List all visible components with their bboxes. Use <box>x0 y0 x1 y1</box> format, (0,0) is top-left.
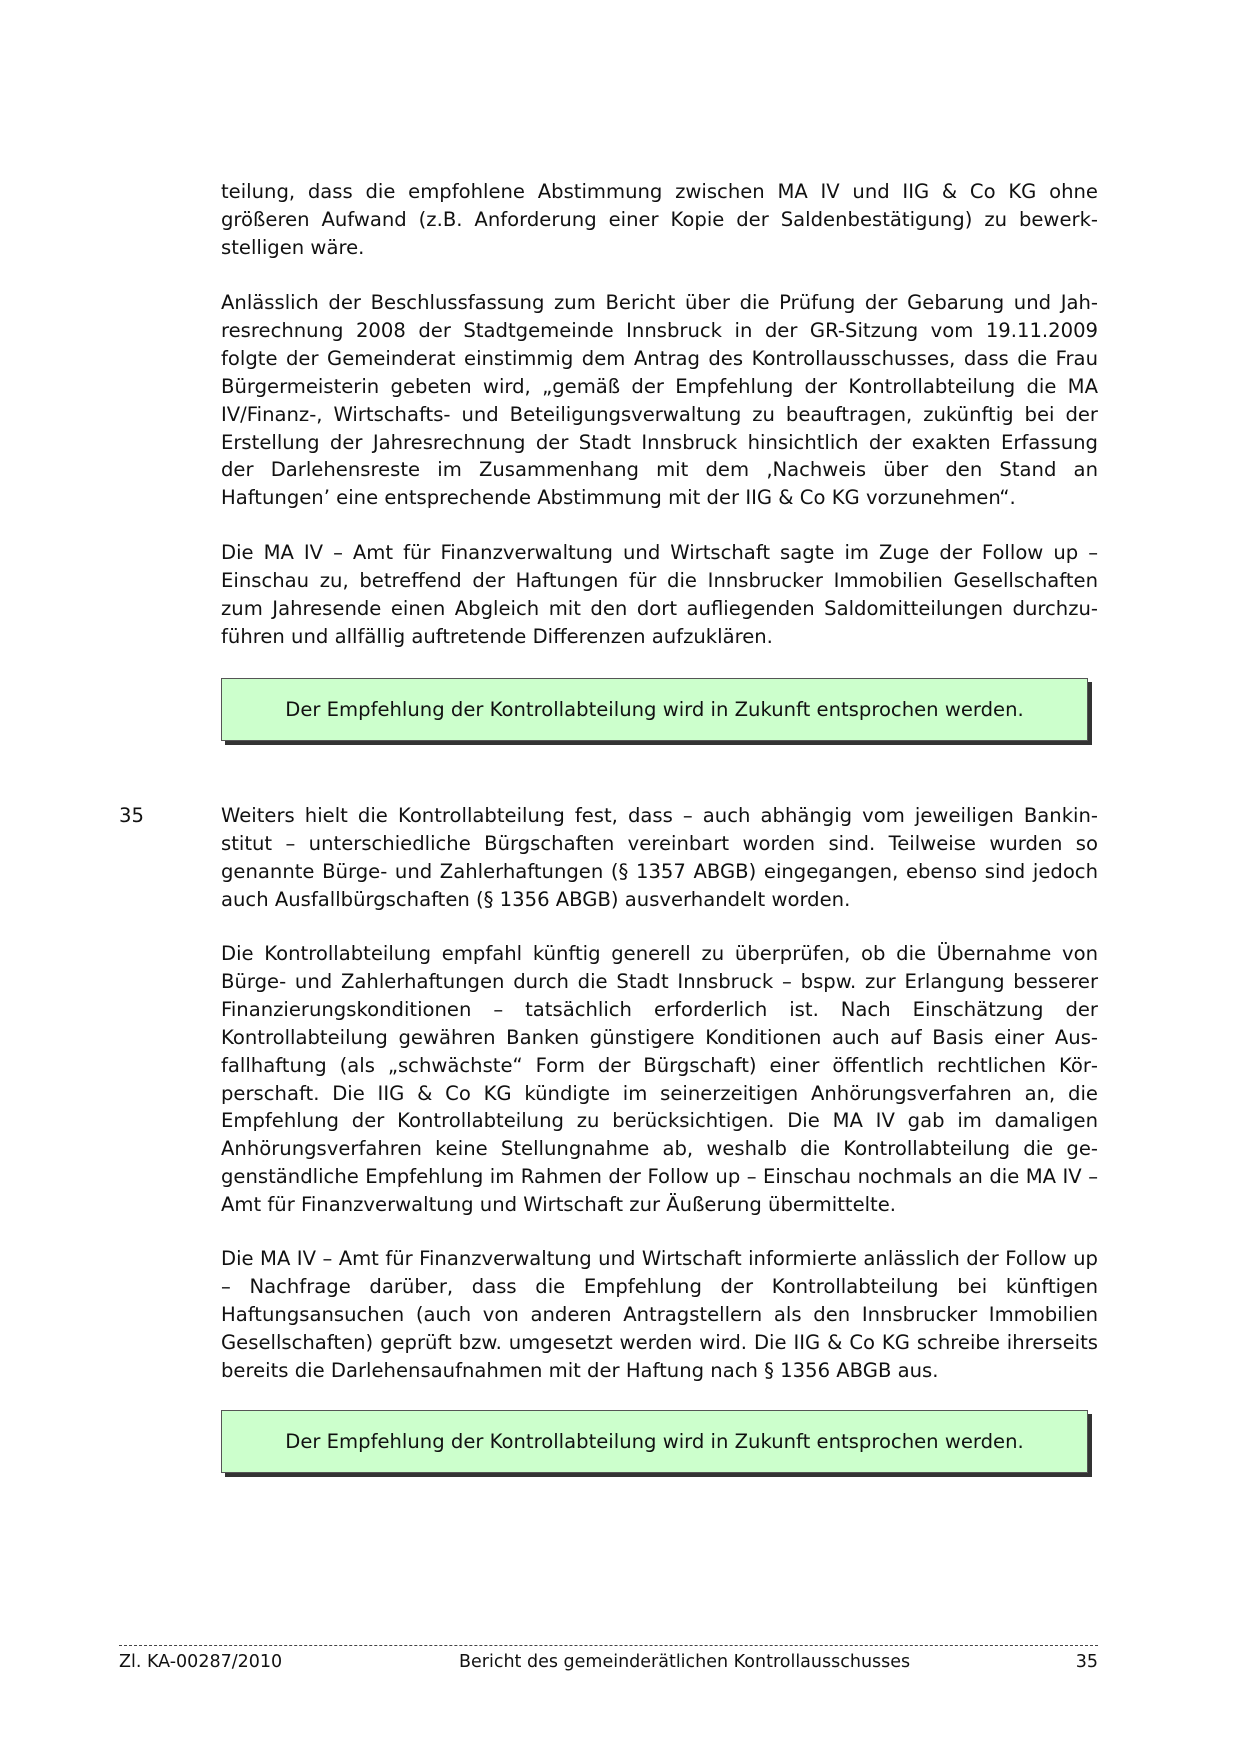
footer-reference: Zl. KA-00287/2010 <box>119 1652 283 1672</box>
paragraph-5: Die Kontrollabteilung empfahl künftig generell zu überprüfen, ob die Übernahme von Bürge- und Zahlerhaftungen durch die Stadt Innsbruck – bspw. zur Erlangung besserer Finanzierungskonditionen – tatsächlich erforderlich ist. Nach Einschätzung der Kontrollabteilung gewähren Banken günstigere Konditionen auch auf Basis einer Ausfallhaftung (als „schwächste“ Form der Bürgschaft) einer öffentlich rechtlichen Körperschaft. Die IIG & Co KG kündigte im seinerzeitigen Anhörungsverfahren an, die Empfehlung der Kontrollabteilung zu berücksichtigen. Die MA IV gab im damaligen Anhörungsverfahren keine Stellungnahme ab, weshalb die Kontrollabteilung die gegenständliche Empfehlung im Rahmen der Follow up – Einschau nochmals an die MA IV – Amt für Finanzverwaltung und Wirtschaft zur Äußerung übermittelte. <box>221 942 1098 1217</box>
paragraph-1: teilung, dass die empfohlene Abstimmung zwischen MA IV und IIG & Co KG ohne größeren Aufwand (z.B. Anforderung einer Kopie der Saldenbestätigung) zu bewerkstelligen wäre. <box>221 180 1098 259</box>
recommendation-box-2-text: Der Empfehlung der Kontrollabteilung wird in Zukunft entsprochen werden. <box>285 1430 1024 1453</box>
footer-divider <box>119 1645 1098 1646</box>
footer-title: Bericht des gemeinderätlichen Kontrollausschusses <box>459 1652 911 1672</box>
footer-page-number: 35 <box>1075 1652 1098 1672</box>
paragraph-2: Anlässlich der Beschlussfassung zum Bericht über die Prüfung der Gebarung und Jahresrechnung 2008 der Stadtgemeinde Innsbruck in der GR-Sitzung vom 19.11.2009 folgte der Gemeinderat einstimmig dem Antrag des Kontrollausschusses, dass die Frau Bürgermeisterin gebeten wird, „gemäß der Empfehlung der Kontrollabteilung die MA IV/Finanz-, Wirtschafts- und Beteiligungsverwaltung zu beauftragen, zukünftig bei der Erstellung der Jahresrechnung der Stadt Innsbruck hinsichtlich der exakten Erfassung der Darlehensreste im Zusammenhang mit dem ‚Nachweis über den Stand an Haftungen’ eine entsprechende Abstimmung mit der IIG & Co KG vorzunehmen“. <box>221 291 1098 510</box>
recommendation-box-1-text: Der Empfehlung der Kontrollabteilung wird in Zukunft entsprochen werden. <box>285 698 1024 721</box>
paragraph-3: Die MA IV – Amt für Finanzverwaltung und Wirtschaft sagte im Zuge der Follow up – Einschau zu, betreffend der Haftungen für die Innsbrucker Immobilien Gesellschaften zum Jahresende einen Abgleich mit den dort aufliegenden Saldomitteilungen durchzuführen und allfällig auftretende Differenzen aufzuklären. <box>221 541 1098 648</box>
recommendation-box-1 <box>221 678 1088 741</box>
recommendation-box-2 <box>221 1410 1088 1473</box>
section-number: 35 <box>119 804 144 827</box>
paragraph-4: Weiters hielt die Kontrollabteilung fest, dass – auch abhängig vom jeweiligen Bankinstitut – unterschiedliche Bürgschaften vereinbart worden sind. Teilweise wurden so genannte Bürge- und Zahlerhaftungen (§ 1357 ABGB) eingegangen, ebenso sind jedoch auch Ausfallbürgschaften (§ 1356 ABGB) ausverhandelt worden. <box>221 804 1098 911</box>
paragraph-6: Die MA IV – Amt für Finanzverwaltung und Wirtschaft informierte anlässlich der Follow up – Nachfrage darüber, dass die Empfehlung der Kontrollabteilung bei künftigen Haftungsansuchen (auch von anderen Antragstellern als den Innsbrucker Immobilien Gesellschaften) geprüft bzw. umgesetzt werden wird. Die IIG & Co KG schreibe ihrerseits bereits die Darlehensaufnahmen mit der Haftung nach § 1356 ABGB aus. <box>221 1247 1098 1382</box>
